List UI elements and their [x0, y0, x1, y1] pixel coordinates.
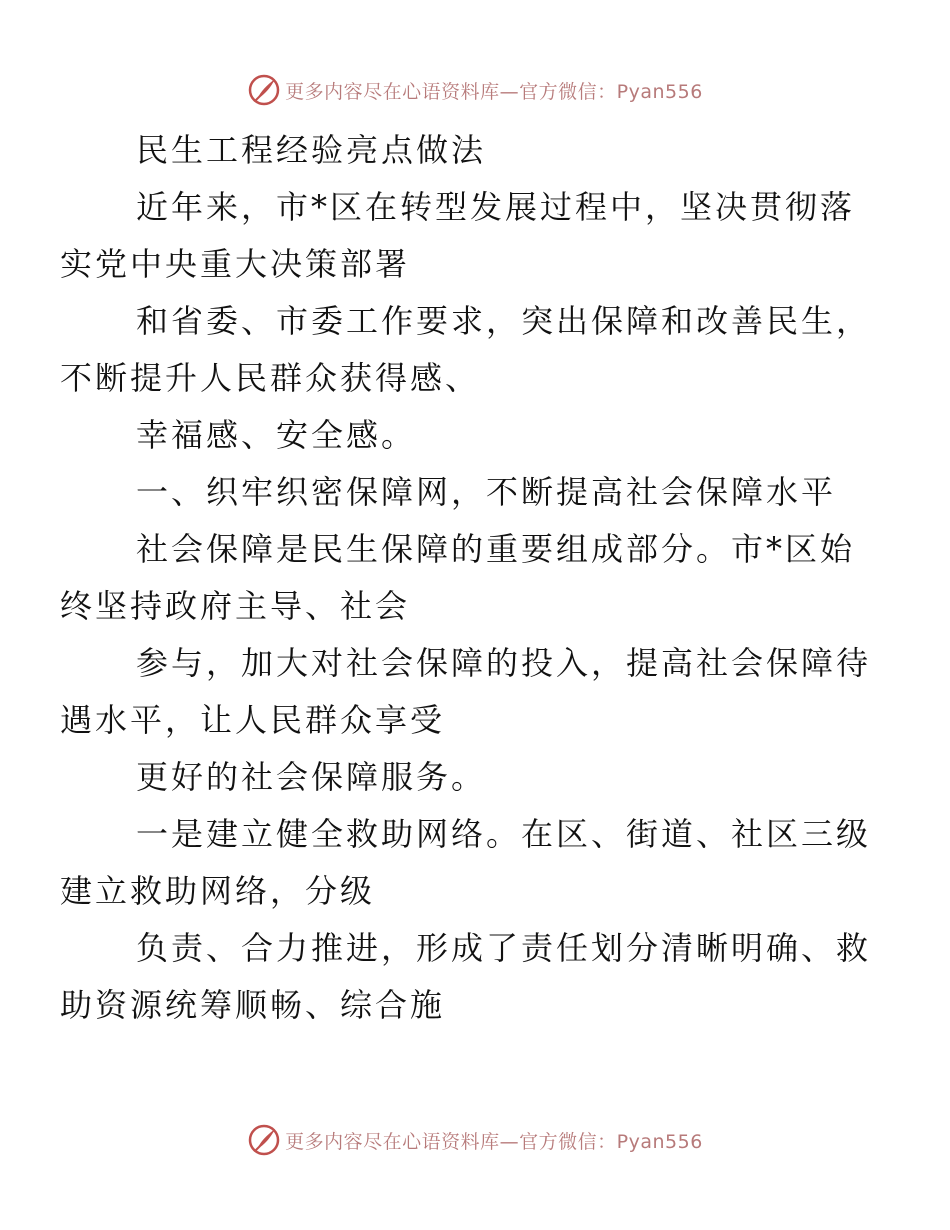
header-banner — [0, 70, 950, 110]
paragraph — [60, 521, 858, 635]
paragraph-line: 负责、合力推进，形成了责任划分清晰明确、救 — [136, 929, 872, 967]
paragraph — [60, 920, 872, 1034]
paragraph-line: 参与，加大对社会保障的投入，提高社会保障待 — [136, 644, 872, 682]
footer-banner — [0, 1120, 950, 1160]
paragraph-line: 社会保障是民生保障的重要组成部分。市*区始 — [136, 530, 856, 568]
paragraph — [98, 407, 858, 464]
paragraph-line: 助资源统筹顺畅、综合施 — [60, 986, 446, 1024]
paragraph-line: 幸福感、安全感。 — [136, 416, 417, 454]
paragraph-line: 实党中央重大决策部署 — [60, 245, 411, 283]
feather-pen-logo-icon — [247, 1123, 281, 1157]
header-banner-text: 更多内容尽在心语资料库—官方微信：Pyan556 — [285, 80, 703, 103]
paragraph-line: 不断提升人民群众获得感、 — [60, 359, 481, 397]
paragraph-line: 遇水平，让人民群众享受 — [60, 701, 446, 739]
paragraph-line: 一是建立健全救助网络。在区、街道、社区三级 — [136, 815, 872, 853]
footer-banner-text: 更多内容尽在心语资料库—官方微信：Pyan556 — [285, 1130, 703, 1153]
paragraph — [60, 179, 858, 293]
paragraph — [60, 635, 872, 749]
document-body — [60, 122, 872, 1034]
paragraph-line: 一、织牢织密保障网，不断提高社会保障水平 — [136, 473, 837, 511]
paragraph-line: 建立救助网络，分级 — [60, 872, 376, 910]
paragraph — [60, 293, 872, 407]
paragraph-line: 更好的社会保障服务。 — [136, 758, 487, 796]
paragraph-line: 近年来，市*区在转型发展过程中，坚决贯彻落 — [136, 188, 856, 226]
feather-pen-logo-icon — [247, 73, 281, 107]
paragraph — [98, 749, 858, 806]
section-heading — [98, 464, 858, 521]
paragraph-line: 终坚持政府主导、社会 — [60, 587, 411, 625]
paragraph-line: 民生工程经验亮点做法 — [136, 131, 487, 169]
document-title — [98, 122, 858, 179]
paragraph-line: 和省委、市委工作要求，突出保障和改善民生， — [136, 302, 872, 340]
paragraph — [60, 806, 872, 920]
